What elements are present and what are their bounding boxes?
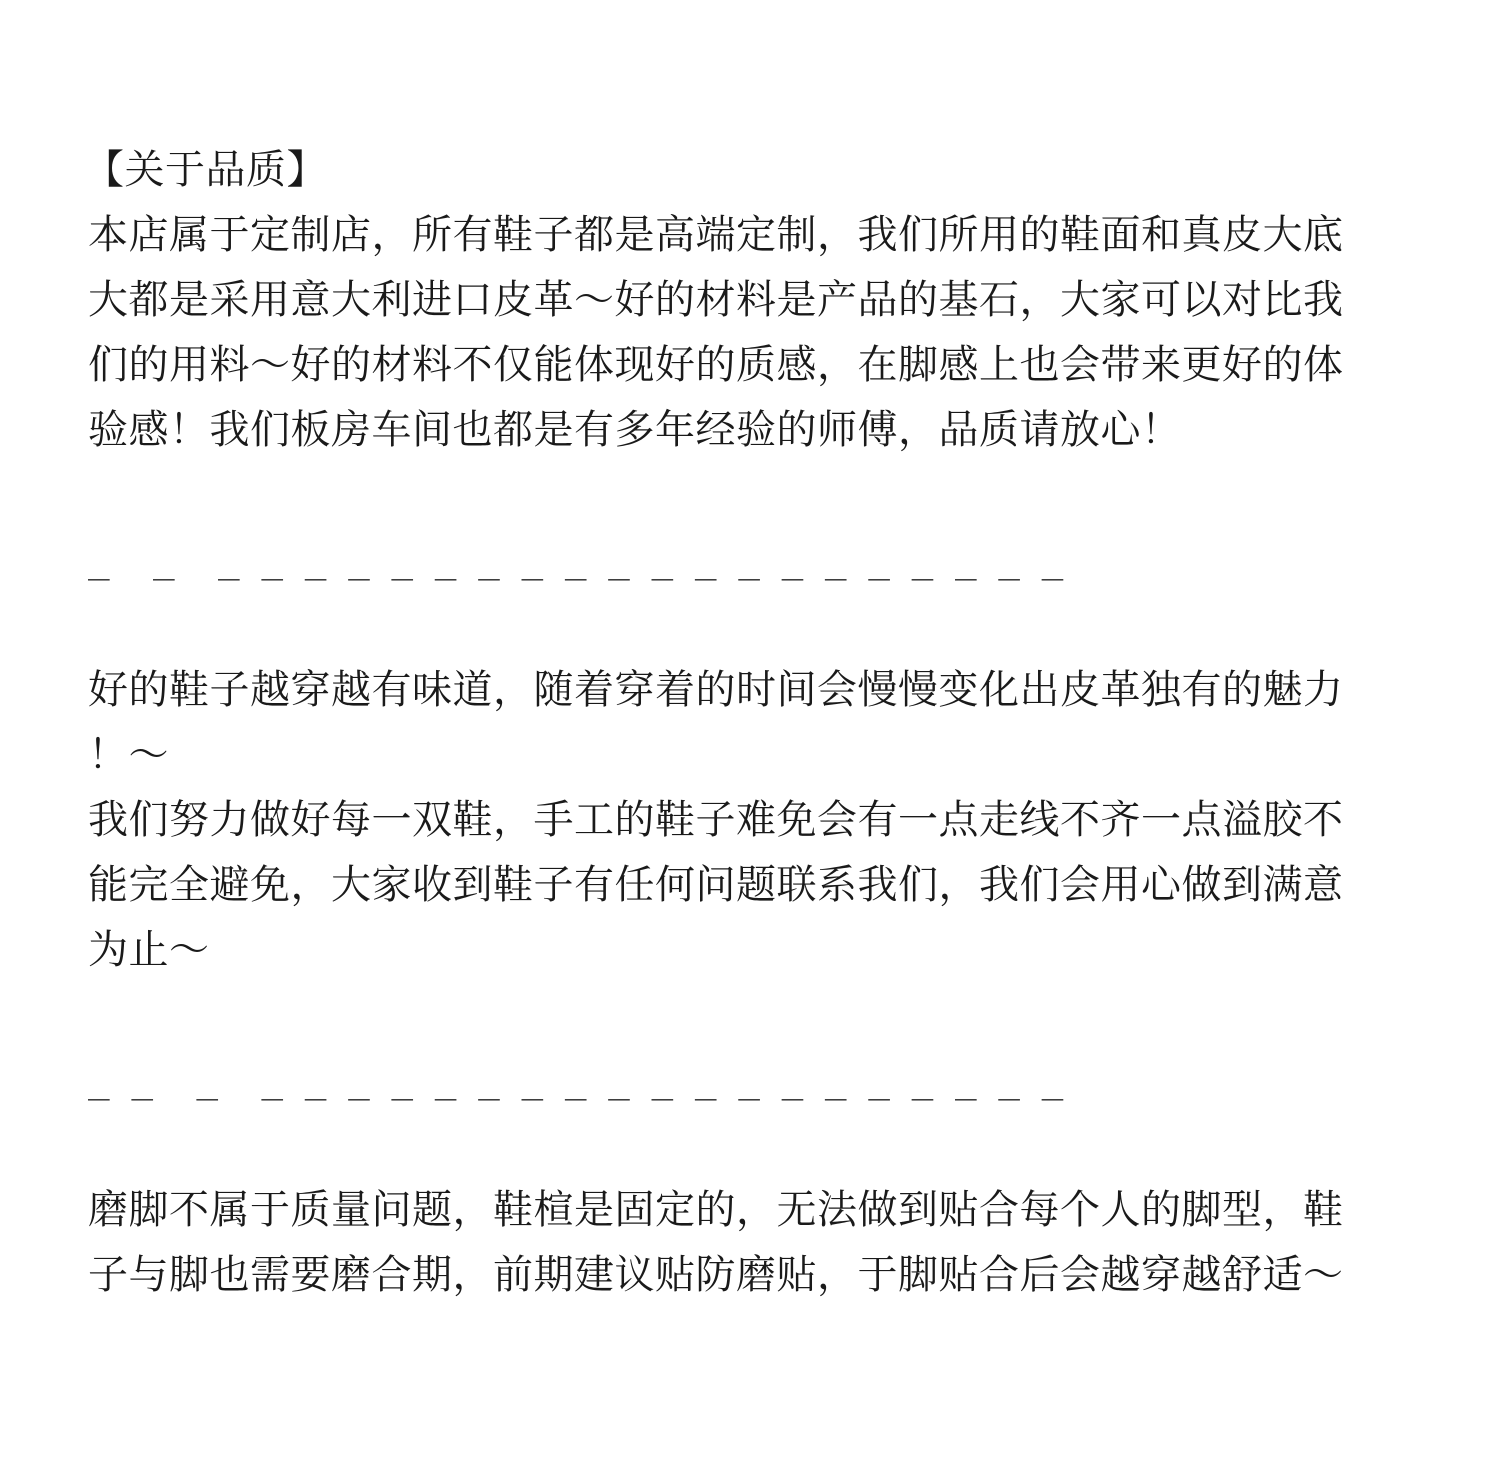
- paragraph-line: 们的用料～好的材料不仅能体现好的质感，在脚感上也会带来更好的体: [88, 342, 1344, 388]
- document-body: [84, 138, 1438, 1308]
- paragraph-line: 为止～: [88, 927, 210, 973]
- paragraph-line: 磨脚不属于质量问题，鞋楦是固定的，无法做到贴合每个人的脚型，鞋: [88, 1187, 1344, 1233]
- care-section: [88, 658, 1438, 983]
- quality-section: [84, 138, 1438, 463]
- paragraph-line: ！～: [88, 732, 169, 778]
- fit-section: [88, 1178, 1438, 1308]
- section-heading: 【关于品质】: [84, 147, 327, 193]
- paragraph-line: 本店属于定制店，所有鞋子都是高端定制，我们所用的鞋面和真皮大底: [88, 212, 1344, 258]
- spacer: [88, 463, 1438, 528]
- spacer: [88, 593, 1438, 658]
- paragraph-line: 大都是采用意大利进口皮革～好的材料是产品的基石，大家可以对比我: [88, 277, 1344, 323]
- paragraph-line: 我们努力做好每一双鞋，手工的鞋子难免会有一点走线不齐一点溢胶不: [88, 797, 1344, 843]
- dashed-separator: _ _ _ _ _ _ _ _ _ _ _ _ _ _ _ _ _ _ _ _ _ _: [88, 1060, 1064, 1101]
- paragraph-line: 子与脚也需要磨合期，前期建议贴防磨贴，于脚贴合后会越穿越舒适～: [88, 1252, 1344, 1298]
- paragraph-line: 能完全避免，大家收到鞋子有任何问题联系我们，我们会用心做到满意: [88, 862, 1344, 908]
- paragraph-line: 好的鞋子越穿越有味道，随着穿着的时间会慢慢变化出皮革独有的魅力: [88, 667, 1344, 713]
- spacer: [88, 983, 1438, 1048]
- dashed-separator: _ _ _ _ _ _ _ _ _ _ _ _ _ _ _ _ _ _ _ _ _ _: [88, 540, 1064, 581]
- spacer: [88, 1113, 1438, 1178]
- paragraph-line: 验感！我们板房车间也都是有多年经验的师傅，品质请放心！: [88, 407, 1182, 453]
